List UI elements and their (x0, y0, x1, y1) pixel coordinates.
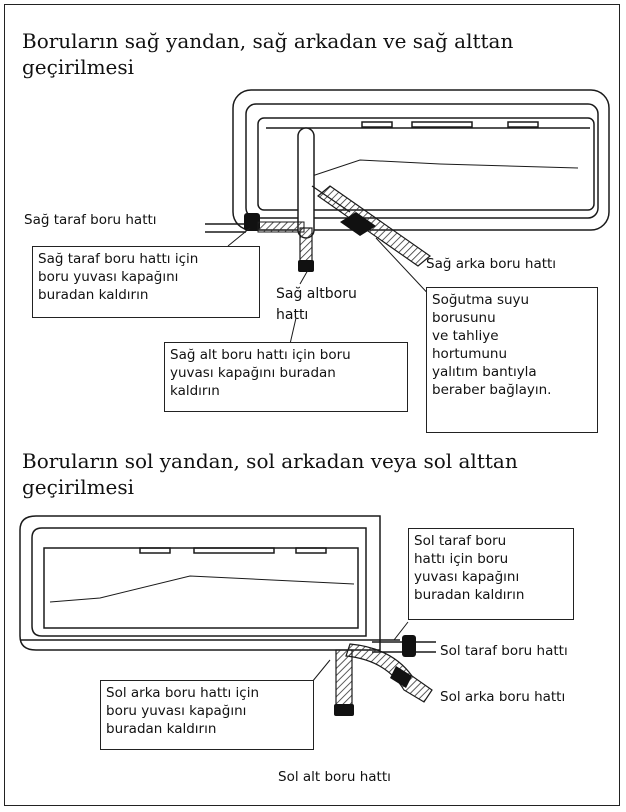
left-bottom-pipe-label: Sol alt boru hattı (278, 769, 391, 785)
callout-line: boru yuvası kapağını (38, 269, 179, 285)
bottom-title-line-2: geçirilmesi (22, 475, 135, 499)
callout-line: yalıtım bantıyla (432, 364, 537, 380)
callout-line: hattı için boru (414, 551, 509, 567)
left-bottom-pipe-group (334, 650, 354, 716)
callout-line: Sağ alt boru hattı için boru (170, 347, 351, 363)
callout-line: Sağ taraf boru hattı için (38, 251, 199, 267)
callout-line: Sol arka boru hattı için (106, 685, 260, 701)
callout-line: kaldırın (170, 383, 220, 399)
callout-line: buradan kaldırın (106, 721, 217, 737)
callout-line: yuvası kapağını (414, 569, 520, 585)
indoor-unit-bottom (20, 516, 400, 650)
left-side-cover-callout (408, 528, 574, 620)
callout-line: Sol taraf boru (414, 533, 507, 549)
callout-line: yuvası kapağını buradan (170, 365, 336, 381)
label-line: Sağ altboru (276, 286, 357, 302)
right-bottom-pipe-group (298, 128, 314, 272)
callout-line: hortumunu (432, 346, 508, 362)
top-title-line-2: geçirilmesi (22, 55, 135, 79)
callout-line: buradan kaldırın (38, 287, 149, 303)
right-side-cover-callout (32, 246, 260, 318)
callout-line: buradan kaldırın (414, 587, 525, 603)
right-side-pipe-label: Sağ taraf boru hattı (24, 212, 157, 228)
right-bottom-cover-callout (164, 342, 408, 412)
bottom-section-title (22, 448, 518, 500)
top-section-title (22, 28, 513, 80)
left-rear-pipe-label: Sol arka boru hattı (440, 689, 566, 705)
callout-line: borusunu (432, 310, 496, 326)
indoor-unit-top (233, 90, 609, 230)
callout-line: ve tahliye (432, 328, 499, 344)
callout-line: beraber bağlayın. (432, 382, 552, 398)
bottom-title-line-1: Boruların sol yandan, sol arkadan veya sol alttan (22, 449, 518, 473)
top-title-line-1: Boruların sağ yandan, sağ arkadan ve sağ alttan (22, 29, 514, 53)
right-rear-pipe-label: Sağ arka boru hattı (426, 256, 557, 272)
callout-line: Soğutma suyu (432, 292, 530, 308)
right-bottom-pipe-label (276, 284, 357, 326)
callout-line: boru yuvası kapağını (106, 703, 247, 719)
left-rear-cover-callout (100, 680, 314, 750)
label-line: hattı (276, 307, 309, 323)
left-side-pipe-label: Sol taraf boru hattı (440, 643, 568, 659)
coolant-tape-callout (426, 287, 598, 433)
